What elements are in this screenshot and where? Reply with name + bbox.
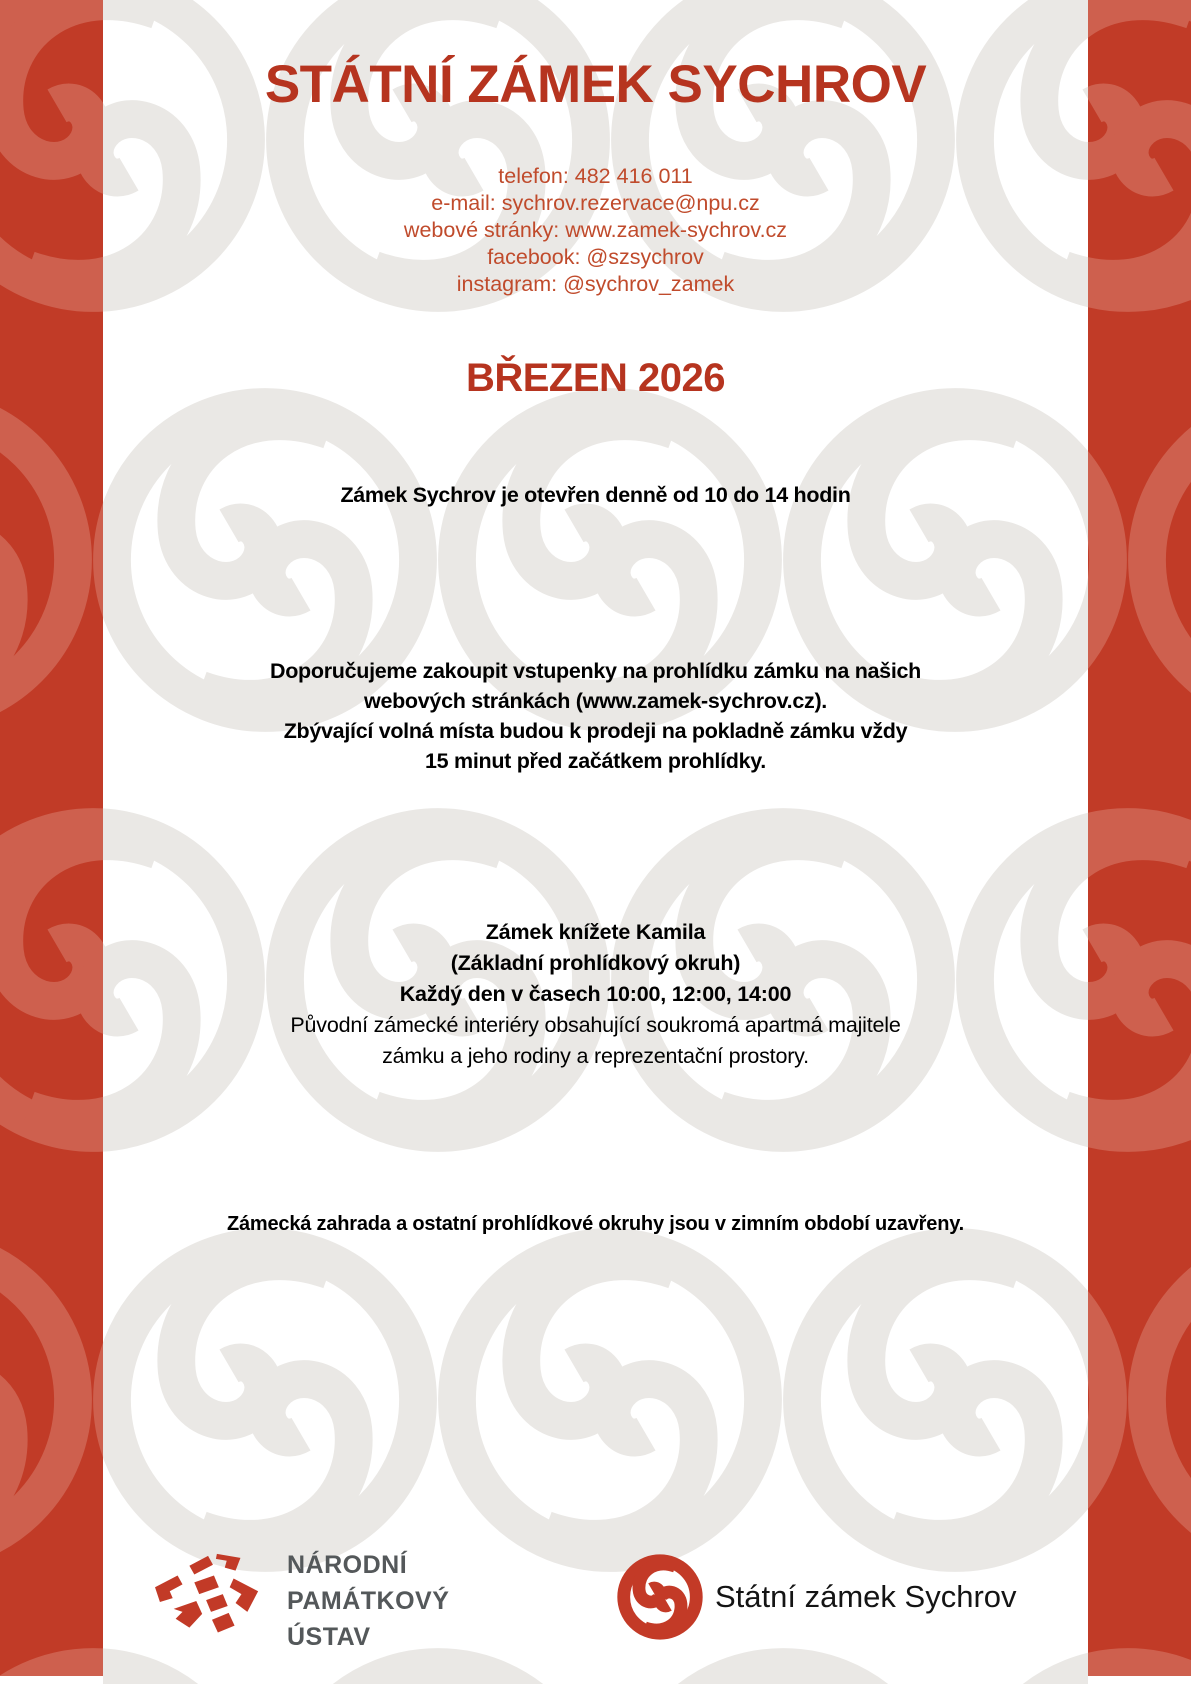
contact-website: webové stránky: www.zamek-sychrov.cz (403, 218, 788, 242)
tickets-info (103, 656, 1088, 776)
closed-notice: Zámecká zahrada a ostatní prohlídkové okruhy jsou v zimním období uzavřeny. (226, 1213, 965, 1235)
contact-block (103, 163, 1088, 298)
tour-title: Zámek knížete Kamila (485, 920, 706, 944)
poster-content (103, 0, 1088, 1684)
tickets-line-3: Zbývající volná místa budou k prodeji na pokladně zámku vždy (283, 719, 908, 743)
contact-facebook: facebook: @szsychrov (487, 245, 704, 269)
npu-logo-icon (147, 1549, 275, 1659)
tour-subtitle: (Základní prohlídkový okruh) (450, 951, 741, 975)
tickets-line-2: webových stránkách (www.zamek-sychrov.cz). (364, 689, 827, 713)
npu-text-line-2: PAMÁTKOVÝ (287, 1587, 450, 1615)
contact-phone: telefon: 482 416 011 (498, 164, 693, 188)
npu-text-line-3: ÚSTAV (287, 1623, 371, 1651)
tickets-line-1: Doporučujeme zakoupit vstupenky na prohlídku zámku na našich (269, 659, 922, 683)
sychrov-logo-icon (616, 1553, 704, 1641)
npu-logo-text (287, 1547, 449, 1655)
tour-info (103, 917, 1088, 1072)
sychrov-logo-text: Státní zámek Sychrov (715, 1579, 1017, 1614)
page-title: STÁTNÍ ZÁMEK SYCHROV (264, 55, 927, 114)
contact-email: e-mail: sychrov.rezervace@npu.cz (431, 191, 760, 215)
contact-instagram: instagram: @sychrov_zamek (456, 272, 735, 296)
tickets-line-4: 15 minut před začátkem prohlídky. (425, 749, 766, 773)
opening-hours: Zámek Sychrov je otevřen denně od 10 do 14 hodin (340, 483, 851, 507)
month-heading: BŘEZEN 2026 (465, 356, 726, 400)
tour-description-1: Původní zámecké interiéry obsahující soukromá apartmá majitele (290, 1013, 901, 1037)
npu-text-line-1: NÁRODNÍ (287, 1551, 408, 1579)
tour-description-2: zámku a jeho rodiny a reprezentační prostory. (382, 1044, 809, 1068)
tour-schedule: Každý den v časech 10:00, 12:00, 14:00 (399, 982, 792, 1006)
